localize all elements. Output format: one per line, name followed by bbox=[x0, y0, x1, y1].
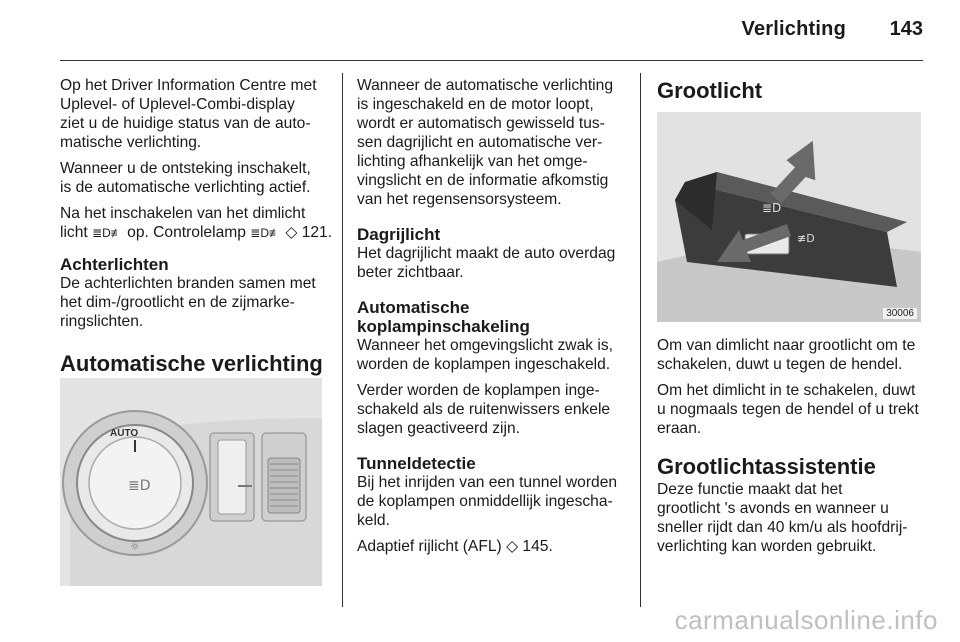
column-divider-2 bbox=[640, 73, 641, 607]
column-2 bbox=[357, 76, 637, 563]
paragraph: Het dagrijlicht maakt de auto overdag beter zichtbaar. bbox=[357, 245, 616, 281]
paragraph: Wanneer het omgevingslicht zwak is, worden de koplampen ingeschakeld. bbox=[357, 337, 613, 373]
heading-dagrijlicht: Dagrijlicht bbox=[357, 225, 441, 244]
light-switch-figure bbox=[60, 378, 322, 586]
column-3 bbox=[657, 336, 925, 563]
auto-label: AUTO bbox=[110, 428, 139, 439]
heading-automatische-koplampinschakeling: Automatische koplampinschakeling bbox=[357, 298, 530, 336]
heading-grootlicht: Grootlicht bbox=[657, 78, 763, 103]
figure-number: 30006 bbox=[883, 308, 917, 319]
paragraph: Bij het inrijden van een tunnel worden de koplampen onmiddellijk ingescha- keld. bbox=[357, 474, 618, 529]
watermark: carmanualsonline.info bbox=[674, 605, 938, 635]
svg-text:≢D: ≢D bbox=[797, 232, 815, 245]
svg-text:☼: ☼ bbox=[130, 540, 140, 553]
paragraph: Adaptief rijlicht (AFL) ◇ 145. bbox=[357, 538, 553, 555]
paragraph: Wanneer u de ontsteking inschakelt, is de automatische verlichting actief. bbox=[60, 160, 311, 196]
paragraph: De achterlichten branden samen met het dim-/grootlicht en de zijmarke- ringslichten. bbox=[60, 275, 316, 330]
stalk-figure bbox=[657, 112, 921, 322]
paragraph: Om van dimlicht naar grootlicht om te schakelen, duwt u tegen de hendel. bbox=[657, 337, 916, 373]
paragraph: Wanneer de automatische verlichting is ingeschakeld en de motor loopt, wordt er automatisch gewisseld tus- sen dagrijlicht en automatische ver- lichting afhankelijk van het omge- vingslicht en de informatie afkomstig van het regensensorsysteem. bbox=[357, 77, 613, 208]
chapter-title: Verlichting bbox=[741, 18, 846, 40]
heading-automatische-verlichting: Automatische verlichting bbox=[60, 351, 323, 376]
heading-grootlichtassistentie: Grootlichtassistentie bbox=[657, 454, 876, 479]
header-rule bbox=[60, 60, 923, 61]
stalk-illustration bbox=[657, 112, 921, 322]
heading-achterlichten: Achterlichten bbox=[60, 255, 169, 274]
light-switch-illustration bbox=[60, 378, 322, 586]
heading-tunneldetectie: Tunneldetectie bbox=[357, 454, 476, 473]
headlight-symbol-icon: ≣D≢ bbox=[92, 226, 123, 240]
page-reference-arrow-icon[interactable]: ◇ bbox=[285, 224, 298, 241]
page-reference-arrow-icon[interactable]: ◇ bbox=[506, 538, 519, 555]
svg-text:≣D: ≣D bbox=[762, 201, 782, 215]
paragraph: Verder worden de koplampen inge- schakeld als de ruitenwissers enkele slagen geactiveerd zijn. bbox=[357, 382, 611, 437]
paragraph: Om het dimlicht in te schakelen, duwt u nogmaals tegen de hendel of u trekt eraan. bbox=[657, 382, 919, 437]
page-number: 143 bbox=[889, 18, 923, 40]
column-divider-1 bbox=[342, 73, 343, 607]
headlight-symbol-icon: ≣D≢ bbox=[250, 226, 281, 240]
svg-text:≣D: ≣D bbox=[128, 478, 151, 494]
paragraph: Deze functie maakt dat het grootlicht 's avonds en wanneer u sneller rijdt dan 40 km/u als hoofdrij- verlichting kan worden gebruikt. bbox=[657, 481, 908, 555]
column-1 bbox=[60, 76, 336, 377]
paragraph: Op het Driver Information Centre met Uplevel- of Uplevel-Combi-display ziet u de huidige status van de auto- matische verlichting. bbox=[60, 77, 317, 151]
paragraph: Na het inschakelen van het dimlicht licht ≣D≢ op. Controlelamp ≣D≢ ◇ 121. bbox=[60, 205, 333, 241]
